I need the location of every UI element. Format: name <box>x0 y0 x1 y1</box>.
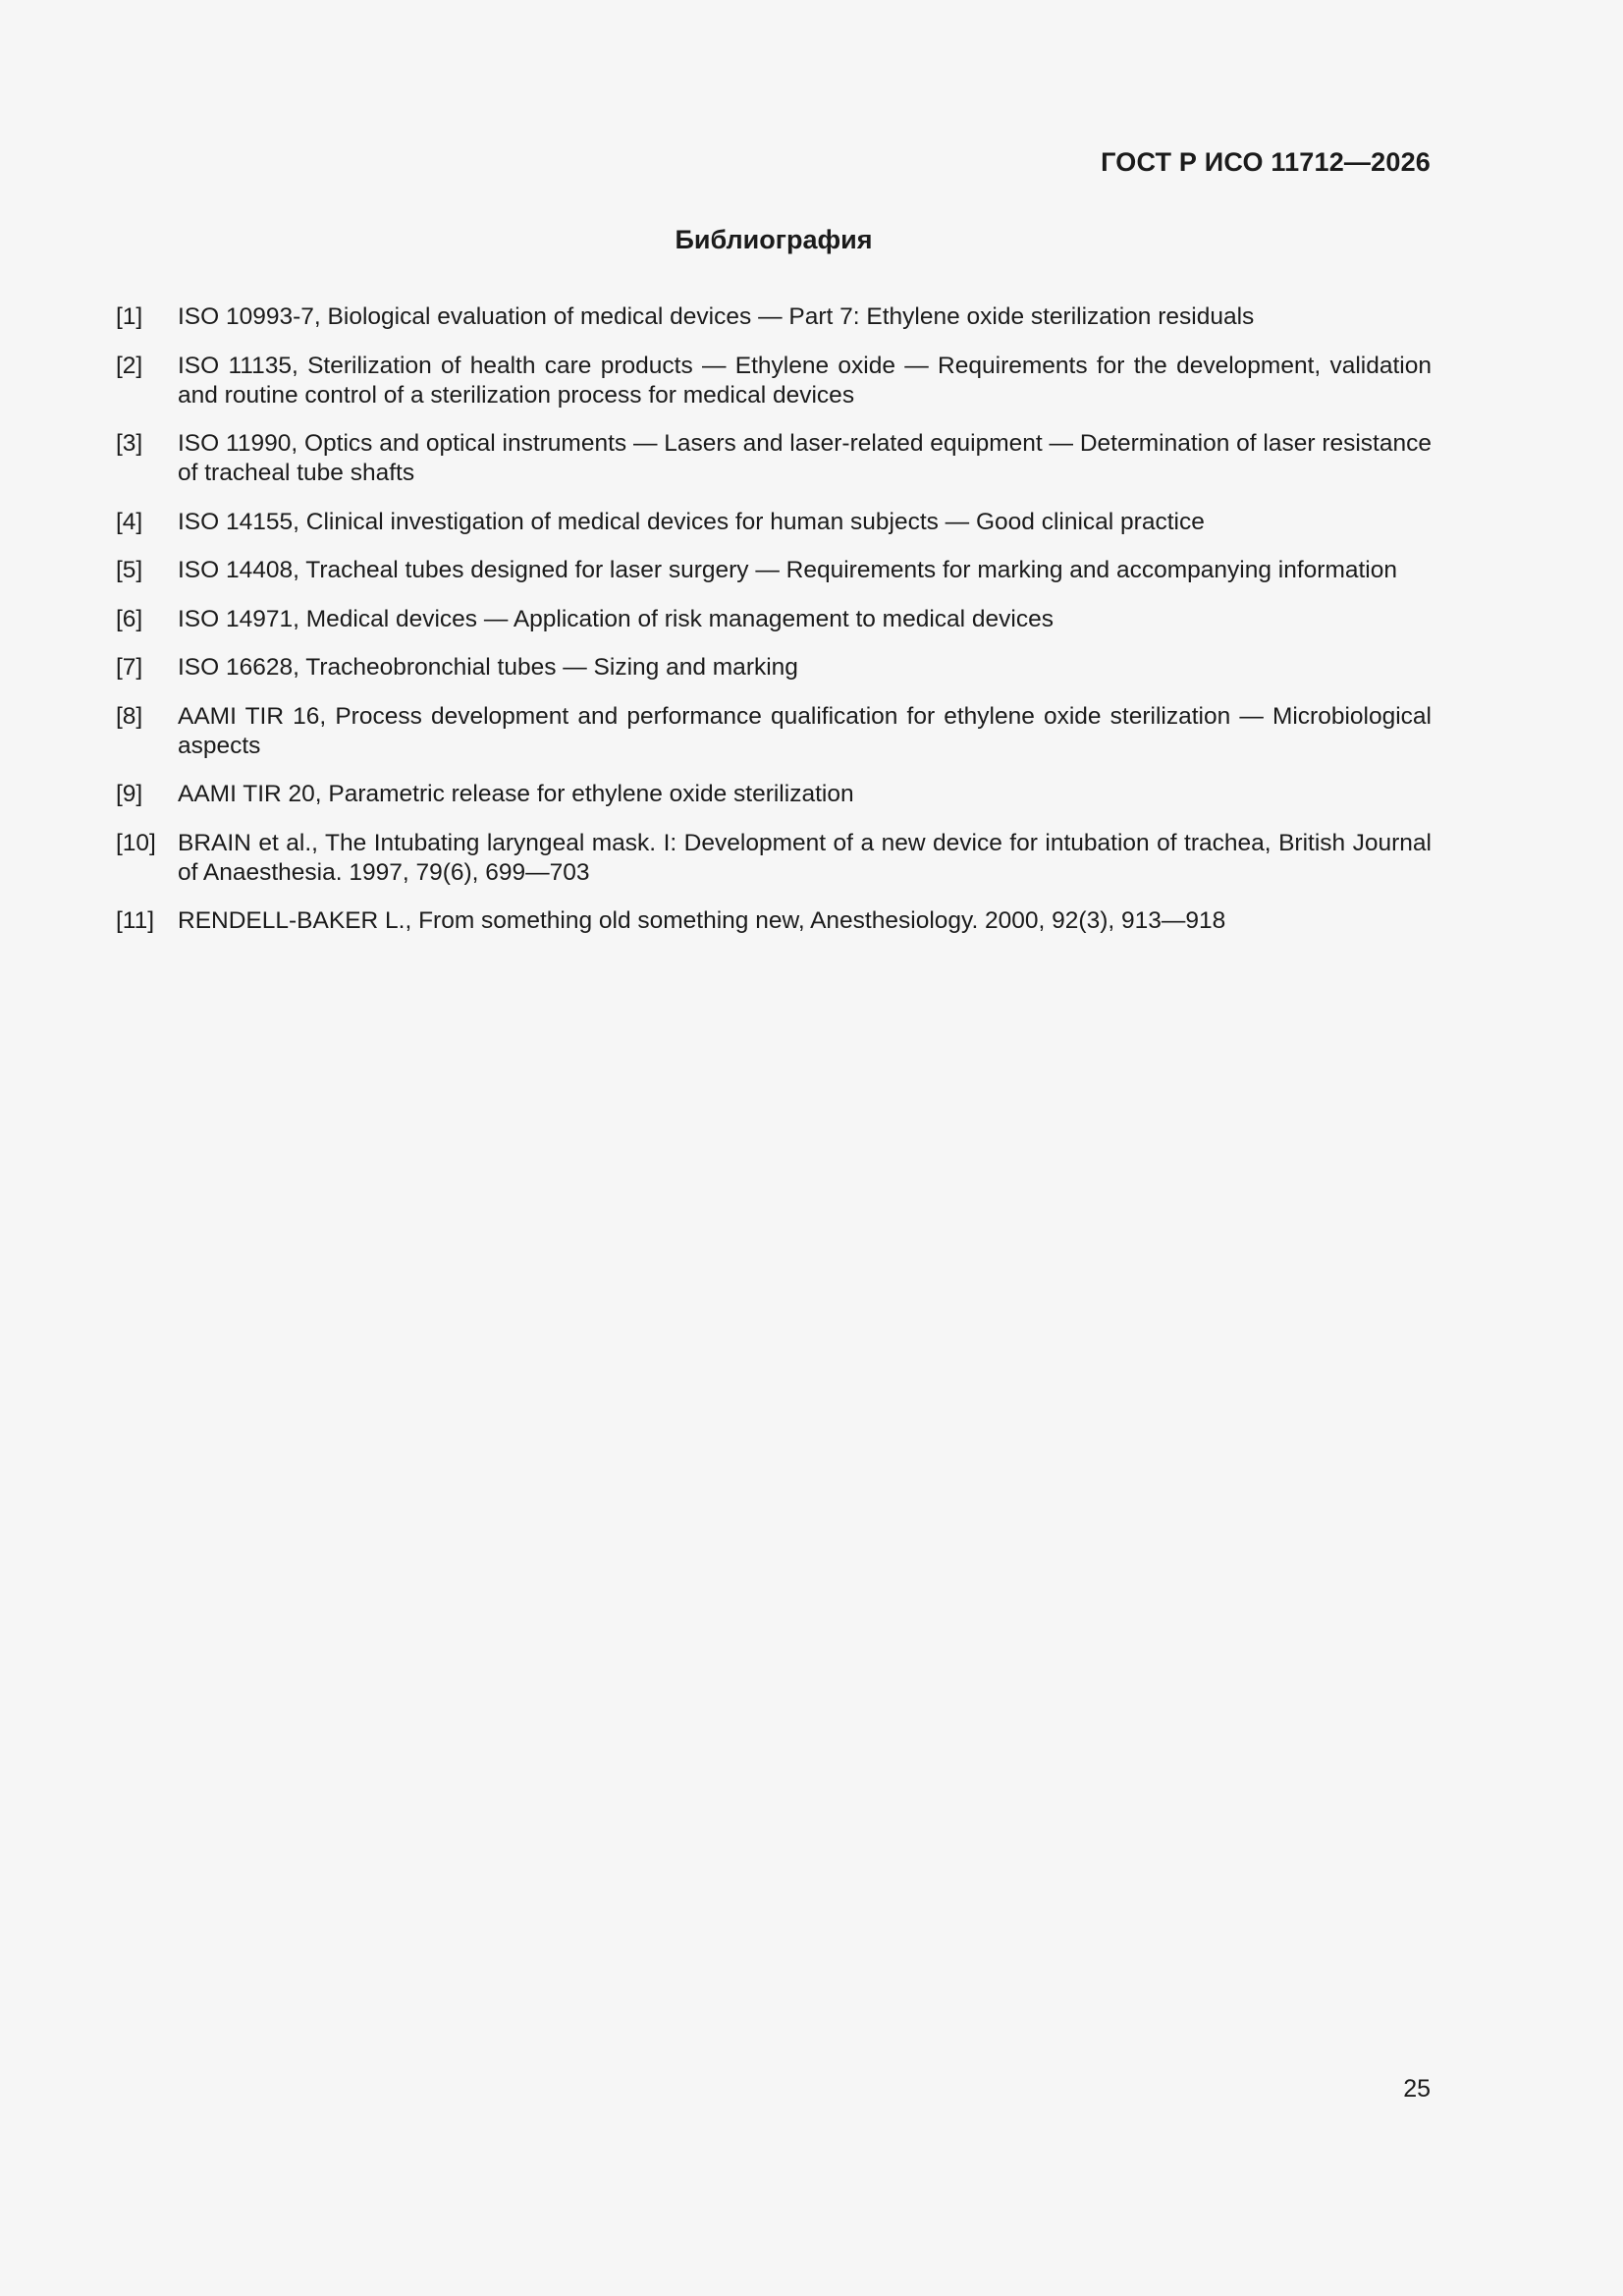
bibliography-item-text: BRAIN et al., The Intubating laryngeal mask. I: Development of a new device for intubation of trachea, British Journal of Anaesthesia. 1997, 79(6), 699—703 <box>178 829 1432 886</box>
bibliography-item-number: [6] <box>116 605 143 632</box>
bibliography-item-text: ISO 14971, Medical devices — Application of risk management to medical devices <box>178 605 1054 632</box>
bibliography-item-text: AAMI TIR 20, Parametric release for ethylene oxide sterilization <box>178 781 854 807</box>
bibliography-list <box>116 302 1432 956</box>
bibliography-item <box>116 653 1432 683</box>
document-code: ГОСТ Р ИСО 11712—2026 <box>1101 147 1431 177</box>
bibliography-item <box>116 352 1432 410</box>
bibliography-item <box>116 780 1432 809</box>
bibliography-item <box>116 429 1432 488</box>
section-title: Библиография <box>675 225 873 254</box>
bibliography-item <box>116 605 1432 634</box>
bibliography-item-number: [7] <box>116 654 143 681</box>
bibliography-item-text: ISO 11990, Optics and optical instruments — Lasers and laser-related equipment — Determination of laser resistance of tracheal tube shafts <box>178 430 1432 486</box>
bibliography-item-text: ISO 16628, Tracheobronchial tubes — Sizing and marking <box>178 654 798 681</box>
bibliography-item-text: ISO 10993-7, Biological evaluation of medical devices — Part 7: Ethylene oxide sterilization residuals <box>178 303 1255 330</box>
bibliography-item-number: [9] <box>116 781 143 807</box>
bibliography-item-text: ISO 11135, Sterilization of health care products — Ethylene oxide — Requirements for the development, validation and routine control of a sterilization process for medical devices <box>178 352 1432 409</box>
bibliography-item-text: ISO 14155, Clinical investigation of medical devices for human subjects — Good clinical practice <box>178 508 1205 535</box>
bibliography-item-number: [10] <box>116 829 156 856</box>
bibliography-item <box>116 829 1432 888</box>
bibliography-item-number: [11] <box>116 907 155 934</box>
bibliography-item-number: [8] <box>116 702 143 730</box>
bibliography-item-number: [1] <box>116 303 143 330</box>
bibliography-item-number: [3] <box>116 430 143 457</box>
bibliography-item <box>116 906 1432 936</box>
bibliography-item <box>116 702 1432 761</box>
bibliography-item-text: RENDELL-BAKER L., From something old something new, Anesthesiology. 2000, 92(3), 913—918 <box>178 907 1226 934</box>
bibliography-item-text: ISO 14408, Tracheal tubes designed for laser surgery — Requirements for marking and accompanying information <box>178 557 1397 583</box>
bibliography-item-number: [4] <box>116 508 143 535</box>
bibliography-item <box>116 556 1432 585</box>
bibliography-item-number: [5] <box>116 557 143 583</box>
bibliography-item <box>116 508 1432 537</box>
bibliography-item-text: AAMI TIR 16, Process development and performance qualification for ethylene oxide sterilization — Microbiological aspects <box>178 702 1432 759</box>
page-number: 25 <box>1403 2075 1431 2103</box>
bibliography-item-number: [2] <box>116 352 143 379</box>
bibliography-item <box>116 302 1432 332</box>
